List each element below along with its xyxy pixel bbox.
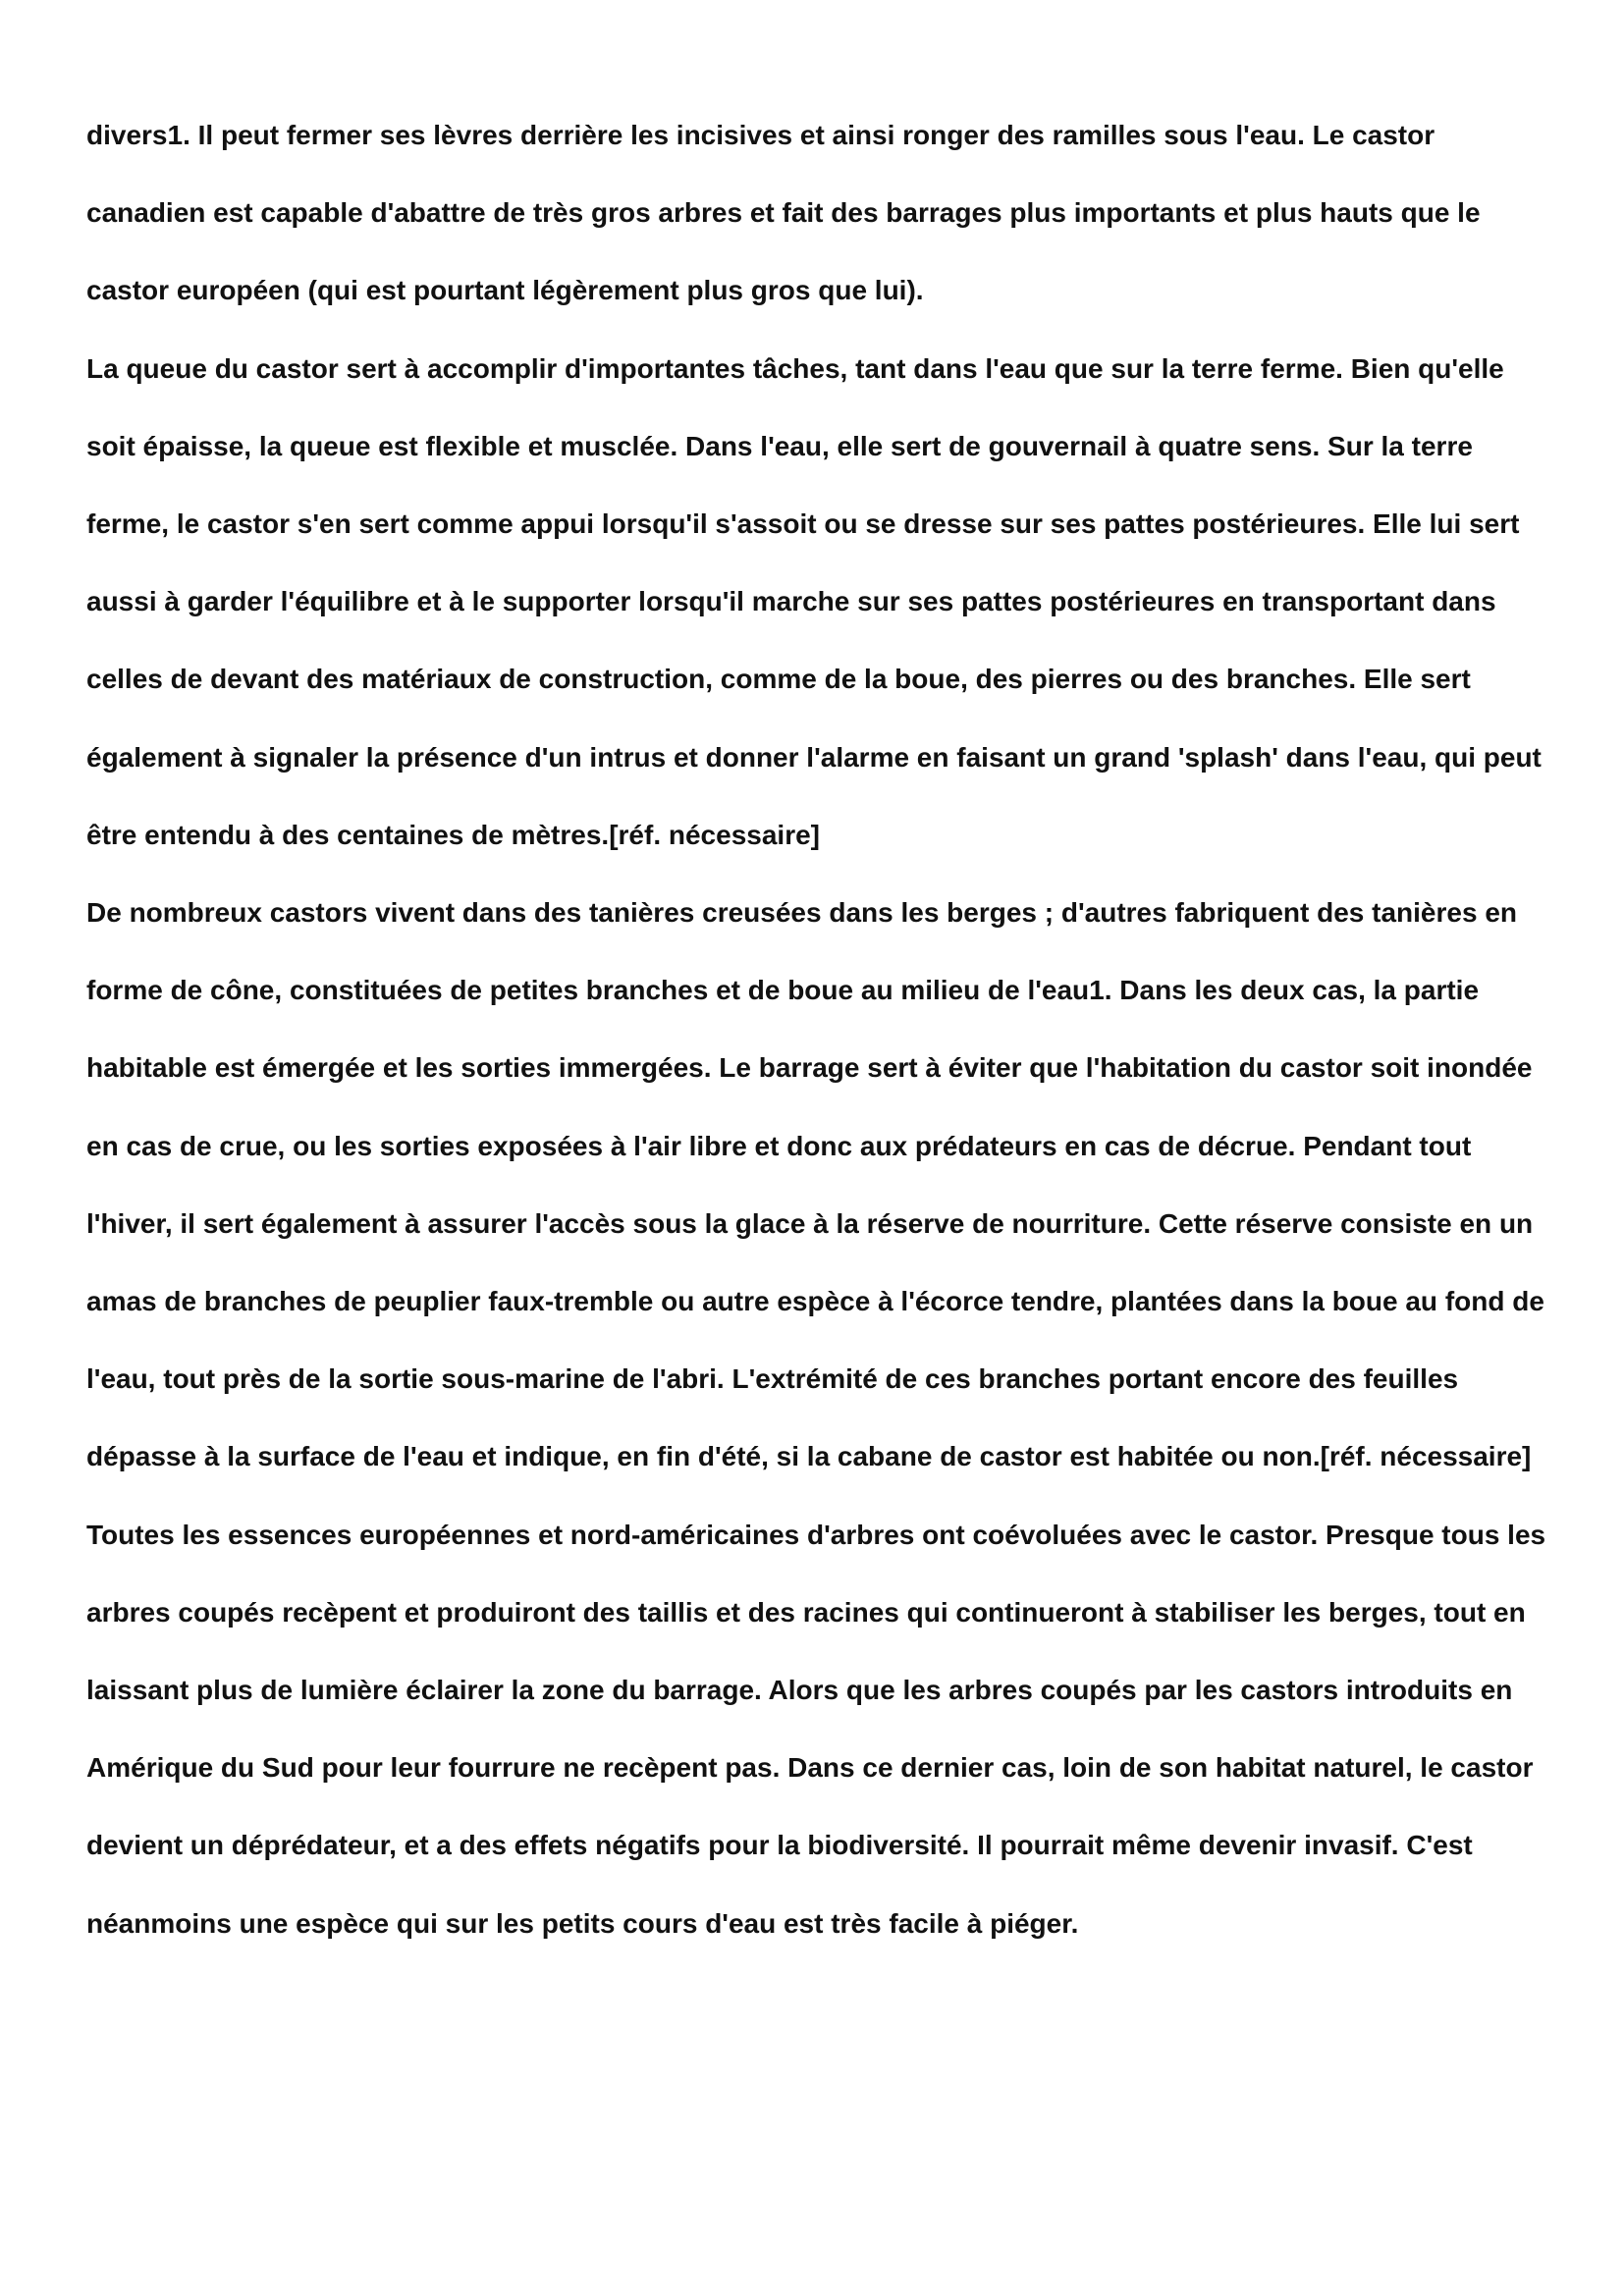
paragraph-beaver-teeth: divers1. Il peut fermer ses lèvres derrière les incisives et ainsi ronger des ramilles sous l'eau. Le castor canadien est capable d'abattre de très gros arbres et fait des barrages plus importants et plus hauts que le castor européen (qui est pourtant légèrement plus gros que lui). <box>86 120 1481 306</box>
paragraph-beaver-trees: Toutes les essences européennes et nord-américaines d'arbres ont coévoluées avec le castor. Presque tous les arbres coupés recèpent et produiront des taillis et des racines qui continueront à stabiliser les berges, tout en laissant plus de lumière éclairer la zone du barrage. Alors que les arbres coupés par les castors introduits en Amérique du Sud pour leur fourrure ne recèpent pas. Dans ce dernier cas, loin de son habitat naturel, le castor devient un déprédateur, et a des effets négatifs pour la biodiversité. Il pourrait même devenir invasif. C'est néanmoins une espèce qui sur les petits cours d'eau est très facile à piéger. <box>86 1519 1546 1939</box>
paragraph-beaver-tail: La queue du castor sert à accomplir d'importantes tâches, tant dans l'eau que sur la terre ferme. Bien qu'elle soit épaisse, la queue est flexible et musclée. Dans l'eau, elle sert de gouvernail à quatre sens. Sur la terre ferme, le castor s'en sert comme appui lorsqu'il s'assoit ou se dresse sur ses pattes postérieures. Elle lui sert aussi à garder l'équilibre et à le supporter lorsqu'il marche sur ses pattes postérieures en transportant dans celles de devant des matériaux de construction, comme de la boue, des pierres ou des branches. Elle sert également à signaler la présence d'un intrus et donner l'alarme en faisant un grand 'splash' dans l'eau, qui peut être entendu à des centaines de mètres.[réf. nécessaire] <box>86 352 1542 850</box>
document-body <box>86 96 1559 1962</box>
paragraph-beaver-dens: De nombreux castors vivent dans des tanières creusées dans les berges ; d'autres fabriquent des tanières en forme de cône, constituées de petites branches et de boue au milieu de l'eau1. Dans les deux cas, la partie habitable est émergée et les sorties immergées. Le barrage sert à éviter que l'habitation du castor soit inondée en cas de crue, ou les sorties exposées à l'air libre et donc aux prédateurs en cas de décrue. Pendant tout l'hiver, il sert également à assurer l'accès sous la glace à la réserve de nourriture. Cette réserve consiste en un amas de branches de peuplier faux-tremble ou autre espèce à l'écorce tendre, plantées dans la boue au fond de l'eau, tout près de la sortie sous-marine de l'abri. L'extrémité de ces branches portant encore des feuilles dépasse à la surface de l'eau et indique, en fin d'été, si la cabane de castor est habitée ou non.[réf. nécessaire] <box>86 897 1544 1472</box>
